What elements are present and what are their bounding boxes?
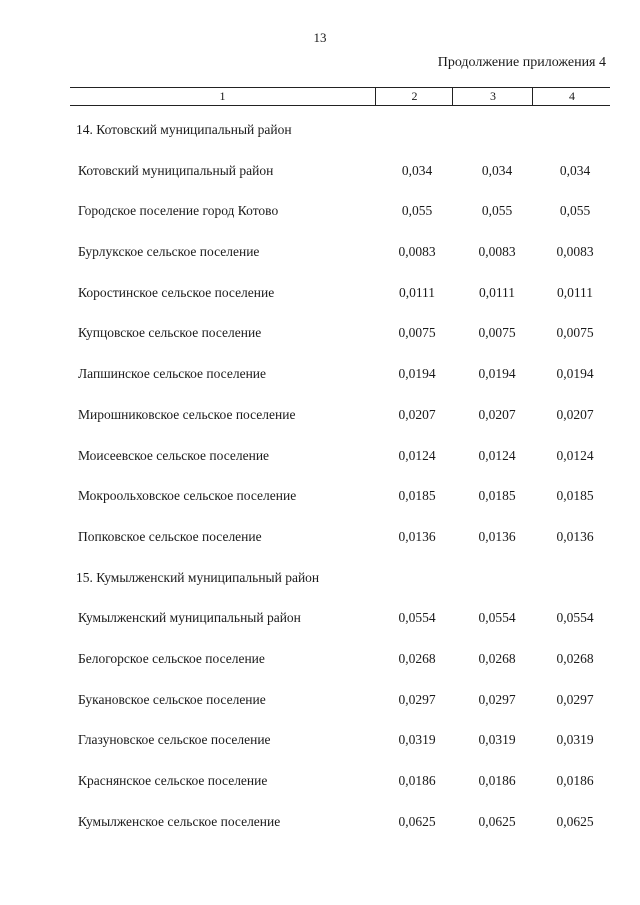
value-col-4: 0,0186 [556, 773, 594, 788]
table-row [0, 395, 640, 436]
value-col-3: 0,0268 [478, 650, 516, 666]
value-col-2: 0,0136 [398, 528, 436, 544]
value-col-3: 0,0136 [478, 528, 516, 544]
row-name: Лапшинское сельское поселение [78, 366, 267, 382]
value-col-3: 0,0625 [478, 813, 516, 829]
value-col-2: 0,0186 [398, 773, 436, 788]
value-col-3: 0,0554 [478, 610, 516, 626]
table-row [0, 680, 640, 721]
value-col-2: 0,0268 [398, 650, 436, 666]
value-col-2: 0,0319 [398, 732, 436, 748]
value-col-3: 0,0124 [478, 447, 516, 463]
value-col-2: 0,0554 [398, 610, 436, 626]
value-col-2: 0,0083 [398, 244, 436, 260]
value-col-4: 0,0625 [556, 813, 594, 829]
value-col-4: 0,0136 [556, 528, 594, 544]
value-col-3: 0,0297 [478, 691, 516, 707]
value-col-2: 0,055 [401, 203, 433, 219]
column-header-3: 3 [452, 88, 533, 105]
table-row [0, 313, 640, 354]
table-row [0, 720, 640, 761]
section-heading-row [0, 558, 640, 599]
value-col-4: 0,0194 [556, 366, 594, 382]
row-name: Мирошниковское сельское поселение [78, 406, 296, 422]
appendix-title: Продолжение приложения 4 [437, 55, 606, 70]
value-col-4: 0,0207 [556, 406, 594, 422]
row-name: Глазуновское сельское поселение [78, 732, 271, 748]
value-col-3: 0,0186 [478, 773, 516, 788]
value-col-2: 0,0124 [398, 447, 436, 463]
row-name: Кумылженский муниципальный район [78, 610, 301, 626]
value-col-2: 0,0111 [398, 284, 436, 300]
value-col-4: 0,0319 [556, 732, 594, 748]
row-name: Мокроольховское сельское поселение [78, 488, 297, 504]
value-col-2: 0,0075 [398, 325, 436, 341]
table-row [0, 802, 640, 843]
value-col-4: 0,0124 [556, 447, 594, 463]
row-name: 14. Котовский муниципальный район [76, 122, 292, 137]
table-header [70, 87, 610, 106]
value-col-3: 0,0075 [478, 325, 516, 341]
row-name: Белогорское сельское поселение [78, 650, 265, 666]
column-header-1: 1 [219, 89, 226, 103]
value-col-4: 0,034 [559, 162, 591, 178]
value-col-3: 0,0111 [478, 284, 516, 300]
column-header-2: 2 [375, 88, 453, 105]
table-row [0, 761, 640, 802]
value-col-3: 0,0207 [478, 406, 516, 422]
value-col-2: 0,0194 [398, 366, 436, 382]
value-col-2: 0,0297 [398, 691, 436, 707]
row-name: 15. Кумылженский муниципальный район [76, 569, 320, 585]
value-col-3: 0,055 [481, 203, 513, 219]
row-name: Коростинское сельское поселение [78, 284, 275, 300]
value-col-2: 0,0185 [398, 488, 436, 504]
row-name: Букановское сельское поселение [78, 691, 266, 707]
row-name: Моисеевское сельское поселение [78, 447, 270, 463]
value-col-3: 0,0083 [478, 244, 516, 260]
value-col-2: 0,0207 [398, 406, 436, 422]
value-col-3: 0,0194 [478, 366, 516, 382]
value-col-4: 0,0111 [556, 284, 594, 300]
value-col-3: 0,034 [481, 162, 513, 178]
table-row [0, 273, 640, 314]
value-col-4: 0,0554 [556, 610, 594, 626]
value-col-4: 0,0185 [556, 488, 594, 504]
value-col-4: 0,055 [559, 203, 591, 219]
page-number: 13 [313, 30, 327, 45]
value-col-2: 0,0625 [398, 813, 436, 829]
row-name: Купцовское сельское поселение [78, 325, 262, 341]
row-name: Городское поселение город Котово [78, 203, 279, 219]
row-name: Котовский муниципальный район [78, 162, 274, 178]
value-col-4: 0,0083 [556, 244, 594, 260]
table-row [0, 639, 640, 680]
value-col-2: 0,034 [401, 162, 433, 178]
row-name: Попковское сельское поселение [78, 528, 262, 544]
table-row [0, 191, 640, 232]
row-name: Бурлукское сельское поселение [78, 244, 260, 260]
table-row [0, 517, 640, 558]
table-row [0, 232, 640, 273]
section-heading-row [0, 110, 640, 151]
value-col-3: 0,0319 [478, 732, 516, 748]
value-col-4: 0,0297 [556, 691, 594, 707]
row-name: Кумылженское сельское поселение [78, 813, 281, 829]
value-col-3: 0,0185 [478, 488, 516, 504]
column-header-4: 4 [532, 88, 611, 105]
table-row [0, 436, 640, 477]
table-row [0, 151, 640, 192]
table-row [0, 476, 640, 517]
table-row [0, 354, 640, 395]
value-col-4: 0,0075 [556, 325, 594, 341]
value-col-4: 0,0268 [556, 650, 594, 666]
table-body [0, 110, 640, 842]
table-row [0, 598, 640, 639]
row-name: Краснянское сельское поселение [78, 773, 268, 788]
